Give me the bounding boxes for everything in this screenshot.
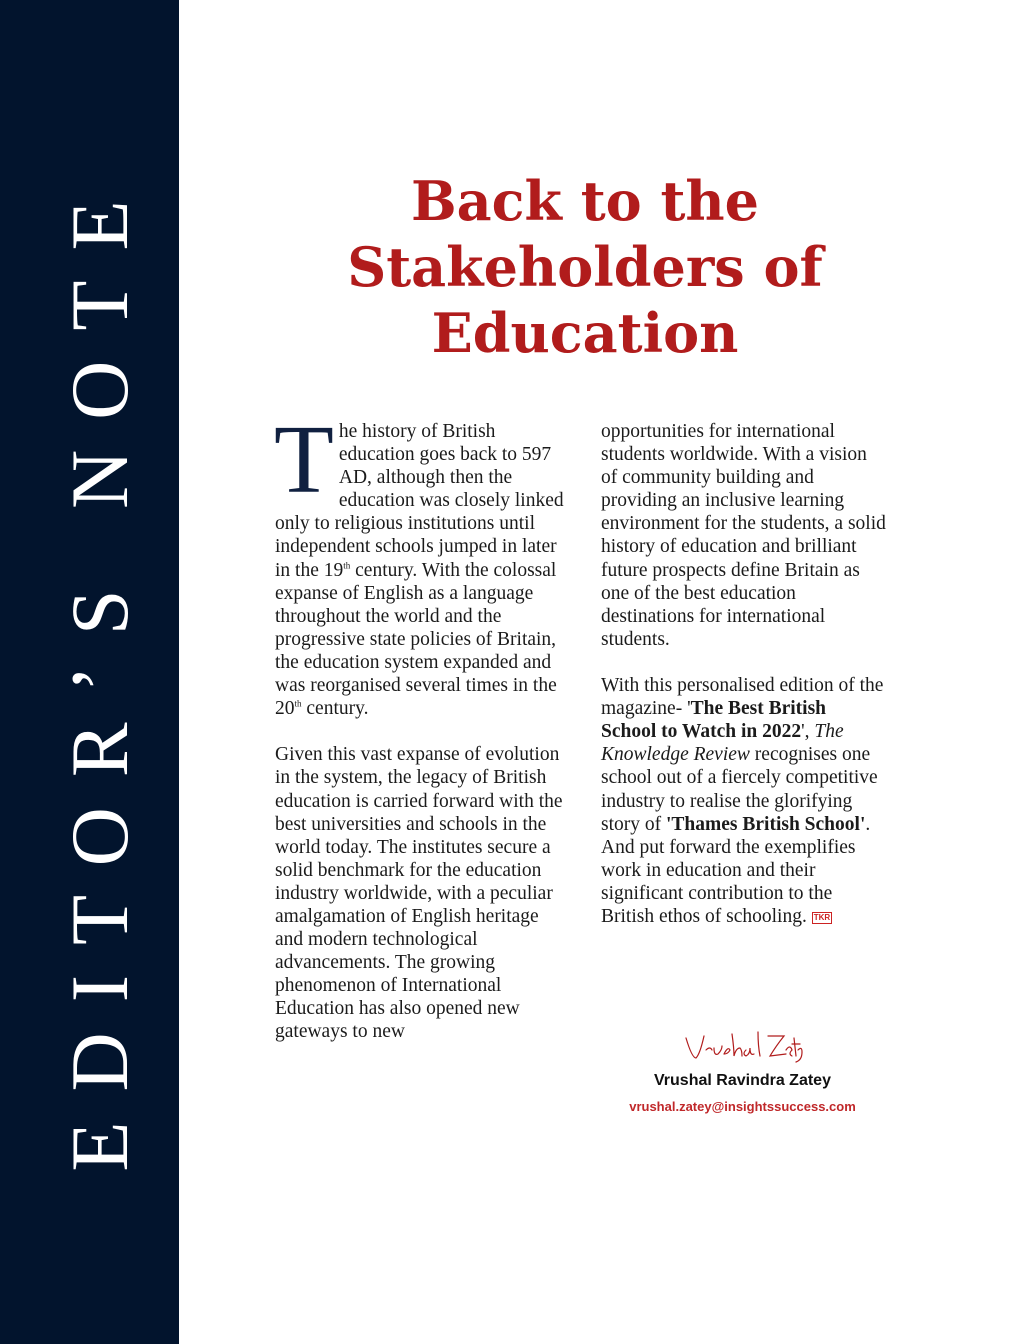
article-column-left	[274, 406, 565, 1044]
editors-note-label: EDITOR’S NOTE	[54, 170, 145, 1172]
superscript-th: th	[343, 560, 351, 571]
p4-text-a: With this personalised edition of the magazine- '	[601, 675, 884, 720]
p4-bold-magazine-title: The Best British School to Watch in 2022	[601, 698, 827, 743]
superscript-th: th	[294, 698, 302, 709]
title-line-3: Education	[431, 301, 739, 365]
paragraph-4	[601, 674, 886, 928]
p1-text-b: century. With the colossal expanse of English as a language throughout the world and the progressive state policies of Britain, the education system expanded and was reorganised several times in the 20	[275, 559, 557, 720]
p4-italic-publication: The Knowledge Review	[601, 721, 844, 766]
title-line-2: Stakeholders of	[347, 235, 823, 299]
paragraph-3: opportunities for international students worldwide. With a vision of community building and providing an inclusive learning environment for the students, a solid history of education and brilliant future prospects define Britain as one of the best education destinations for international students.	[601, 421, 886, 650]
tkr-logo-icon: TKR	[813, 912, 831, 922]
article-title	[330, 168, 840, 366]
p4-text-c: ',	[801, 721, 815, 743]
p1-text-c: century.	[301, 698, 369, 720]
sidebar-panel	[0, 0, 179, 1344]
title-line-1: Back to the	[410, 169, 760, 233]
p1-text-a: he history of British education goes back to 597 AD, although then the education was closely linked only to religious institutions until independent schools jumped in later in the 19	[275, 421, 564, 581]
article-column-right	[601, 420, 886, 928]
p4-bold-school-name: 'Thames British School'	[666, 813, 866, 835]
p4-text-g: . And put forward the exemplifies work in education and their significant contribution to the British ethos of schooling.	[601, 813, 871, 927]
p4-text-e: recognises one school out of a fiercely competitive industry to realise the glorifying story of	[601, 744, 878, 835]
editor-name: Vrushal Ravindra Zatey	[654, 1072, 831, 1089]
editor-email-link[interactable]: vrushal.zatey@insightssuccess.com	[629, 1099, 856, 1114]
handwritten-signature	[684, 1028, 804, 1064]
drop-cap: T	[274, 406, 334, 514]
paragraph-2: Given this vast expanse of evolution in the system, the legacy of British education is carried forward with the best universities and schools in the world today. The institutes secure a solid benchmark for the education industry worldwide, with a peculiar amalgamation of English heritage and modern technological advancements. The growing phenomenon of International Education has also opened new gateways to new	[275, 744, 563, 1043]
paragraph-1	[274, 406, 565, 720]
